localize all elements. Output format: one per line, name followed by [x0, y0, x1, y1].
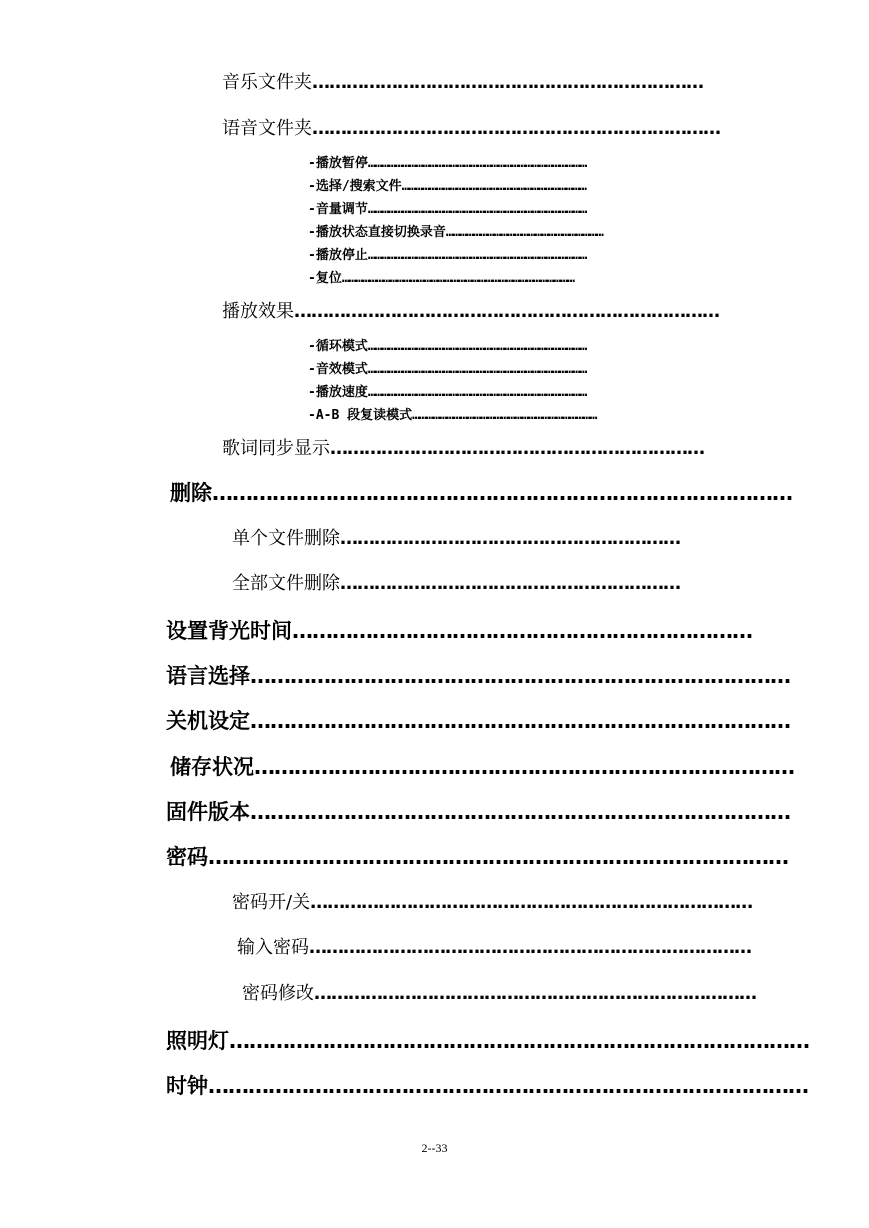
page-number: 2--33 — [421, 1141, 448, 1155]
toc-entry-label: -循环模式 — [308, 339, 368, 354]
toc-entry-storage-status — [170, 755, 794, 779]
toc-entry-language — [166, 664, 790, 688]
toc-entry-label: 输入密码 — [237, 937, 309, 958]
toc-entry-label: 音乐文件夹 — [222, 72, 312, 93]
toc-entry-label: -播放状态直接切换录音 — [308, 225, 446, 240]
toc-entry-delete — [170, 481, 792, 505]
toc-leader-dots: ……………………………………………………………… — [312, 118, 720, 139]
toc-entry-label: 密码 — [166, 845, 208, 869]
toc-leader-dots: …………………………………………………………………………………… — [367, 248, 587, 263]
toc-entry-label: 储存状况 — [170, 755, 254, 779]
toc-leader-dots: ………………………………………………………… — [330, 438, 704, 459]
toc-entry-eq-mode — [308, 363, 734, 376]
toc-leader-dots: ……………………………………………………………………… — [250, 800, 790, 824]
toc-leader-dots: …………………………………………………………… — [445, 225, 603, 240]
toc-entry-label: 设置背光时间 — [166, 619, 292, 643]
toc-entry-label: 关机设定 — [166, 709, 250, 733]
toc-entry-label: 密码修改 — [242, 983, 314, 1004]
toc-leader-dots: …………………………………………………………………………… — [229, 1029, 809, 1053]
toc-entry-label: 密码开/关 — [232, 892, 311, 913]
toc-leader-dots: …………………………………………………… — [340, 573, 680, 594]
toc-entry-clock — [166, 1074, 808, 1098]
toc-leader-dots: ……………………………………………………………………… — [250, 709, 790, 733]
toc-leader-dots: …………………………………………………………………………………… — [367, 339, 587, 354]
toc-entry-change-password — [242, 983, 756, 1004]
toc-entry-label: 固件版本 — [166, 800, 250, 824]
toc-entry-label: -A-B 段复读模式 — [308, 408, 413, 423]
toc-entry-label: 歌词同步显示 — [222, 438, 330, 459]
toc-leader-dots: …………………………………………………… — [340, 528, 680, 549]
toc-entry-volume — [308, 203, 732, 216]
toc-entry-label: -音量调节 — [308, 202, 368, 217]
toc-leader-dots: …………………………………………………………… — [292, 619, 752, 643]
toc-leader-dots: …………………………………………………………………………… — [212, 481, 792, 505]
toc-entry-delete-single — [232, 530, 724, 548]
toc-entry-backlight-time — [166, 619, 752, 643]
toc-leader-dots: …………………………………………………………………………………… — [367, 156, 587, 171]
toc-leader-dots: …………………………………………………………… — [312, 72, 703, 93]
toc-entry-enter-password — [237, 937, 751, 958]
toc-entry-loop-mode — [308, 340, 734, 353]
toc-entry-label: -复位 — [308, 271, 342, 286]
toc-leader-dots: ………………………………………………………………………………………… — [341, 271, 574, 286]
toc-leader-dots: …………………………………………………………………… — [310, 892, 753, 913]
toc-leader-dots: …………………………………………………………………………… — [208, 845, 788, 869]
toc-entry-reset — [308, 272, 734, 285]
toc-entry-ab-repeat — [308, 409, 730, 422]
toc-entry-music-folder — [222, 74, 714, 92]
toc-leader-dots: …………………………………………………………………… — [309, 937, 751, 958]
toc-entry-label: 播放效果 — [222, 301, 294, 322]
toc-entry-play-effect — [222, 303, 734, 321]
toc-leader-dots: ……………………………………………………………………… — [412, 408, 597, 423]
toc-entry-label: 全部文件删除 — [232, 573, 340, 594]
toc-leader-dots: …………………………………………………………………………………… — [367, 385, 587, 400]
toc-entry-light — [166, 1029, 809, 1053]
toc-leader-dots: ……………………………………………………………………… — [401, 179, 586, 194]
toc-leader-dots: ……………………………………………………………………………… — [208, 1074, 808, 1098]
toc-entry-play-pause — [308, 157, 732, 170]
toc-leader-dots: ………………………………………………………………… — [294, 301, 719, 322]
toc-entry-label: -播放暂停 — [308, 156, 368, 171]
toc-entry-label: 语音文件夹 — [222, 118, 312, 139]
toc-entry-label: 删除 — [170, 481, 212, 505]
toc-entry-label: -播放停止 — [308, 248, 368, 263]
toc-leader-dots: …………………………………………………………………… — [314, 983, 756, 1004]
toc-entry-label: 单个文件删除 — [232, 528, 340, 549]
toc-leader-dots: ……………………………………………………………………… — [250, 664, 790, 688]
toc-leader-dots: ……………………………………………………………………… — [254, 755, 794, 779]
toc-entry-switch-to-record — [308, 226, 734, 239]
toc-leader-dots: …………………………………………………………………………………… — [367, 202, 587, 217]
toc-entry-password — [166, 845, 788, 869]
toc-entry-label: 语言选择 — [166, 664, 250, 688]
toc-entry-label: 时钟 — [166, 1074, 208, 1098]
toc-entry-delete-all — [232, 575, 724, 593]
toc-entry-label: 照明灯 — [166, 1029, 229, 1053]
toc-entry-select-search — [308, 180, 726, 193]
toc-entry-label: -音效模式 — [308, 362, 368, 377]
toc-leader-dots: …………………………………………………………………………………… — [367, 362, 587, 377]
toc-entry-voice-folder — [222, 120, 734, 138]
toc-entry-lyrics-sync — [222, 440, 734, 458]
toc-entry-password-toggle — [232, 892, 753, 913]
toc-entry-firmware-version — [166, 800, 790, 824]
toc-entry-label: -选择/搜索文件 — [308, 179, 402, 194]
toc-entry-play-stop — [308, 249, 734, 262]
toc-entry-label: -播放速度 — [308, 385, 368, 400]
toc-entry-play-speed — [308, 386, 734, 399]
toc-entry-shutdown-setting — [166, 709, 790, 733]
